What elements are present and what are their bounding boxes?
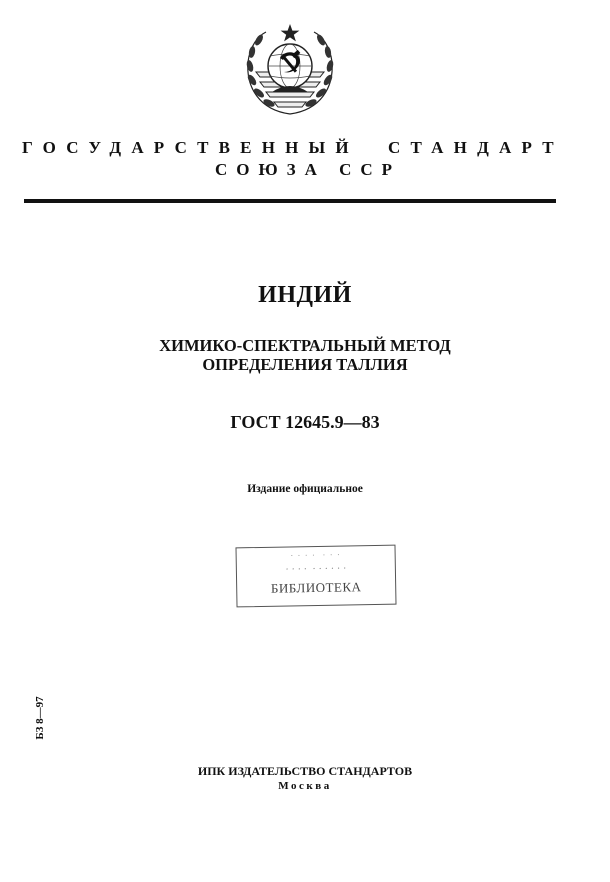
header-divider bbox=[24, 199, 556, 203]
standard-number: ГОСТ 12645.9—83 bbox=[230, 412, 380, 432]
document-subtitle bbox=[0, 336, 610, 374]
city: Москва bbox=[278, 780, 332, 792]
header-line-1 bbox=[22, 138, 562, 158]
side-code: БЗ 8—97 bbox=[34, 696, 46, 740]
publisher: ИПК ИЗДАТЕЛЬСТВО СТАНДАРТОВ bbox=[197, 764, 413, 778]
stamp-line-2-illegible: · · · · · · · · · · bbox=[285, 563, 347, 576]
stamp-line-3: БИБЛИОТЕКА bbox=[270, 579, 362, 596]
subtitle-line-1: ХИМИКО-СПЕКТРАЛЬНЫЙ МЕТОД bbox=[159, 336, 451, 355]
subtitle-line-2: ОПРЕДЕЛЕНИЯ ТАЛЛИЯ bbox=[202, 355, 408, 374]
edition-note: Издание официальное bbox=[247, 483, 363, 495]
header-word-standard: СТАНДАРТ bbox=[388, 138, 564, 157]
library-stamp bbox=[235, 545, 396, 608]
ussr-emblem-icon bbox=[240, 22, 340, 120]
header-line-2: СОЮЗА ССР bbox=[214, 160, 402, 179]
header-word-state: ГОСУДАРСТВЕННЫЙ bbox=[22, 138, 359, 157]
stamp-line-1-illegible: · · · · · · · bbox=[290, 549, 342, 561]
document-title: ИНДИЙ bbox=[258, 282, 352, 308]
